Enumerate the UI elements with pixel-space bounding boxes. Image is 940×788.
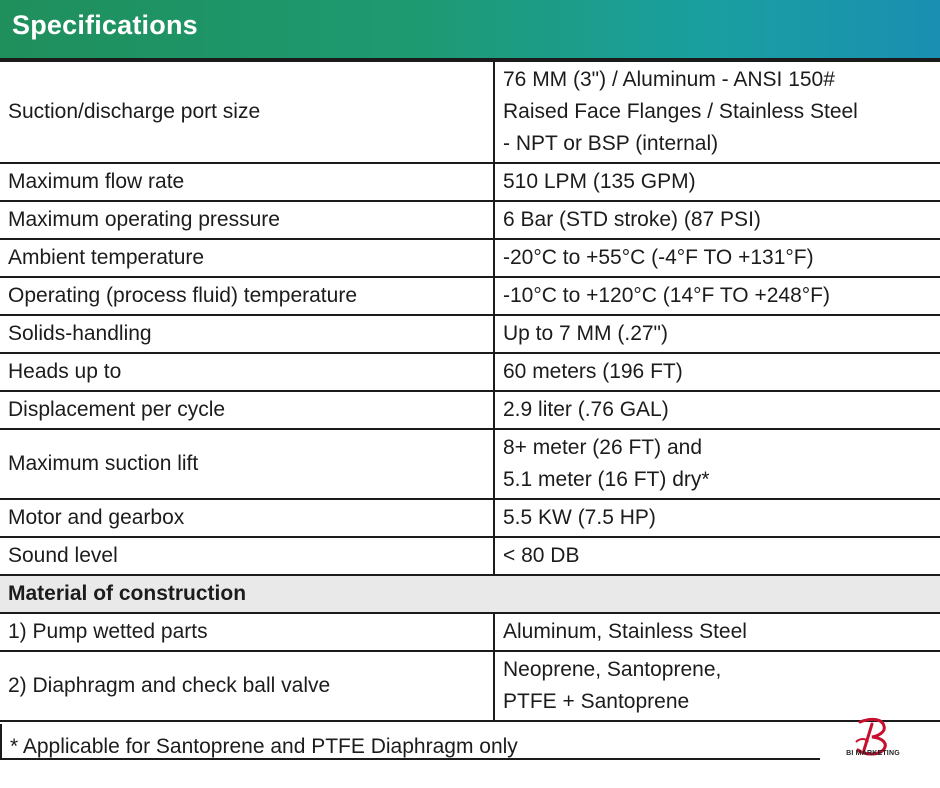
- spec-value-line: < 80 DB: [503, 544, 580, 567]
- spec-value: [494, 651, 940, 721]
- section-title: Material of construction: [0, 575, 940, 613]
- spec-label: Operating (process fluid) temperature: [0, 277, 494, 315]
- spec-value: [494, 429, 940, 499]
- spec-label: Maximum operating pressure: [0, 201, 494, 239]
- table-row: [0, 239, 940, 277]
- table-row: [0, 613, 940, 651]
- table-row: [0, 201, 940, 239]
- table-row: [0, 537, 940, 575]
- spec-value: [494, 315, 940, 353]
- footnote-border-left: [0, 724, 2, 760]
- spec-label: Ambient temperature: [0, 239, 494, 277]
- specifications-header: [0, 0, 940, 60]
- spec-value-line: -20°C to +55°C (-4°F TO +131°F): [503, 246, 814, 269]
- spec-value-line: 6 Bar (STD stroke) (87 PSI): [503, 208, 761, 231]
- spec-value: [494, 61, 940, 163]
- spec-label: Solids-handling: [0, 315, 494, 353]
- spec-value: [494, 239, 940, 277]
- spec-value-line: 510 LPM (135 GPM): [503, 170, 696, 193]
- spec-label: Maximum suction lift: [0, 429, 494, 499]
- spec-value-line: Neoprene, Santoprene,: [503, 658, 722, 681]
- spec-value-line: Up to 7 MM (.27"): [503, 322, 668, 345]
- spec-label: Maximum flow rate: [0, 163, 494, 201]
- spec-label: Sound level: [0, 537, 494, 575]
- spec-value: [494, 277, 940, 315]
- spec-label: Displacement per cycle: [0, 391, 494, 429]
- spec-label: 1) Pump wetted parts: [0, 613, 494, 651]
- spec-value-line: Aluminum, Stainless Steel: [503, 620, 747, 643]
- spec-value-line: PTFE + Santoprene: [503, 690, 690, 713]
- section-row: [0, 575, 940, 613]
- spec-value-line: - NPT or BSP (internal): [503, 132, 719, 155]
- spec-value: [494, 163, 940, 201]
- spec-label: Heads up to: [0, 353, 494, 391]
- spec-value: [494, 537, 940, 575]
- table-row: [0, 277, 940, 315]
- table-row: [0, 353, 940, 391]
- spec-value: [494, 499, 940, 537]
- spec-value-line: 5.1 meter (16 FT) dry*: [503, 468, 710, 491]
- logo-wordmark: BI MARKETING: [846, 750, 900, 757]
- spec-value-line: 5.5 KW (7.5 HP): [503, 506, 656, 529]
- spec-value-line: 8+ meter (26 FT) and: [503, 436, 702, 459]
- table-row: [0, 315, 940, 353]
- spec-value: [494, 391, 940, 429]
- table-row: [0, 163, 940, 201]
- footnote: * Applicable for Santoprene and PTFE Diaphragm only: [10, 735, 518, 758]
- table-row: [0, 391, 940, 429]
- page-title: Specifications: [12, 10, 198, 40]
- spec-value: [494, 613, 940, 651]
- spec-value-line: 60 meters (196 FT): [503, 360, 683, 383]
- table-row: [0, 499, 940, 537]
- table-row: [0, 61, 940, 163]
- spec-value: [494, 201, 940, 239]
- spec-label: 2) Diaphragm and check ball valve: [0, 651, 494, 721]
- spec-label: Motor and gearbox: [0, 499, 494, 537]
- spec-value-line: Raised Face Flanges / Stainless Steel: [503, 100, 858, 123]
- spec-label: Suction/discharge port size: [0, 61, 494, 163]
- spec-value-line: 2.9 liter (.76 GAL): [503, 398, 669, 421]
- spec-value: [494, 353, 940, 391]
- bi-marketing-logo-icon: [830, 716, 914, 770]
- spec-value-line: -10°C to +120°C (14°F TO +248°F): [503, 284, 830, 307]
- specifications-table: [0, 60, 940, 722]
- spec-value-line: 76 MM (3") / Aluminum - ANSI 150#: [503, 68, 835, 91]
- table-row: [0, 651, 940, 721]
- table-row: [0, 429, 940, 499]
